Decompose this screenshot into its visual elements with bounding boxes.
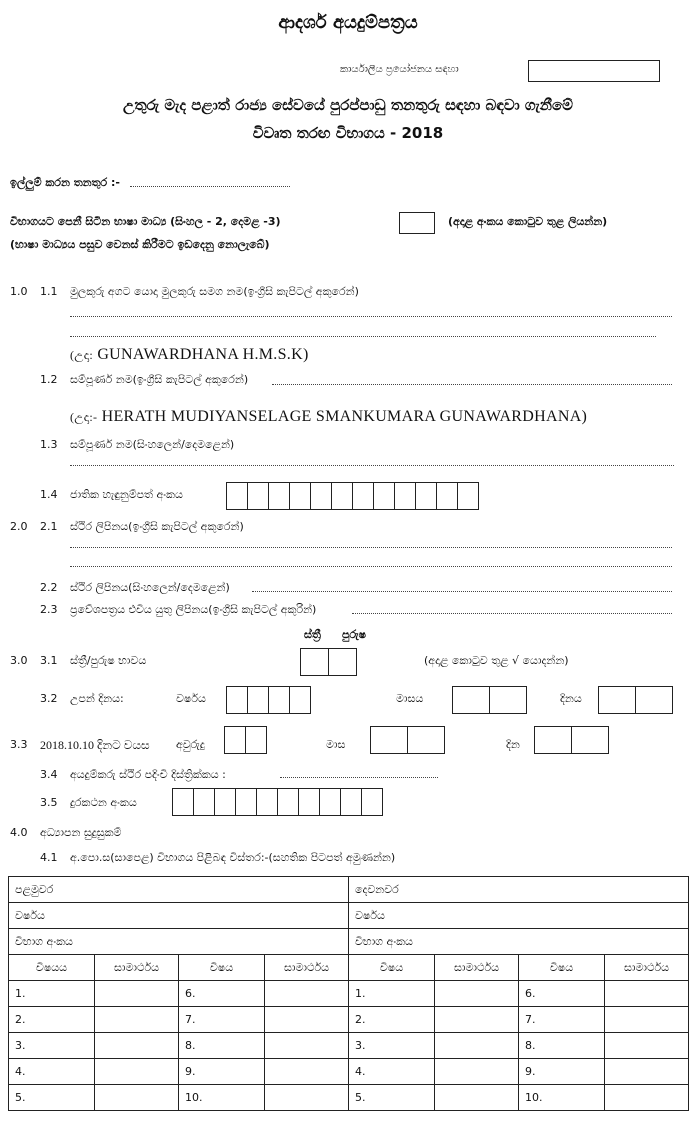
- subject-cell[interactable]: 7.: [179, 1007, 265, 1033]
- age-label: 2018.10.10 දිනට වයස: [40, 738, 150, 752]
- nic-boxes[interactable]: [226, 482, 478, 510]
- subject-cell[interactable]: 10.: [179, 1085, 265, 1111]
- full-name-sinhala-label: සම්පූර්ණ නම(සිංහලෙන්/දෙමළෙන්): [70, 438, 235, 451]
- subject-cell[interactable]: 9.: [519, 1059, 605, 1085]
- section-number: 2.0: [10, 520, 28, 533]
- first-index-cell[interactable]: විභාග අංකය: [9, 929, 349, 955]
- full-name-english-label: සම්පූර්ණ නම(ඉංග්‍රීසි කැපිටල් අකුරෙන්): [70, 373, 249, 386]
- grade-header: සාමාර්ථය: [435, 955, 519, 981]
- grade-cell[interactable]: [435, 981, 519, 1007]
- table-row: [9, 981, 689, 1007]
- age-years-boxes[interactable]: [224, 726, 266, 754]
- permanent-address-english-field-2[interactable]: [70, 566, 672, 567]
- subject-cell[interactable]: 3.: [9, 1033, 95, 1059]
- second-sitting-header: දෙවනවර: [349, 877, 689, 903]
- permanent-address-sinhala-label: ස්ථිර ලිපිනය(සිංහලෙන්/දෙමළෙන්): [70, 581, 230, 594]
- section-number: 3.0: [10, 654, 28, 667]
- grade-cell[interactable]: [605, 1085, 689, 1111]
- grade-cell[interactable]: [435, 1007, 519, 1033]
- grade-cell[interactable]: [265, 1085, 349, 1111]
- question-number: 4.1: [40, 851, 58, 864]
- grade-cell[interactable]: [265, 1033, 349, 1059]
- grade-cell[interactable]: [95, 1007, 179, 1033]
- section-number: 1.0: [10, 285, 28, 298]
- question-number: 1.1: [40, 285, 58, 298]
- grade-cell[interactable]: [265, 1059, 349, 1085]
- admission-address-label: ප්‍රවේශපත්‍රය එවිය යුතු ලිපිනය(ඉංග්‍රීසි කැපිටල් අකුරින්): [70, 603, 317, 616]
- question-number: 3.3: [10, 738, 28, 751]
- grade-header: සාමාර්ථය: [95, 955, 179, 981]
- gender-label: ස්ත්‍රී/පුරුෂ භාවය: [70, 654, 147, 667]
- table-header-row: [9, 955, 689, 981]
- ol-details-label: අ.පො.ස(සාපෙළ) විභාගය පිළිබඳ විස්තර:-(සහතික පිටපත් අමුණන්න): [70, 851, 396, 864]
- post-applied-label: ඉල්ලුම් කරන තනතුර :-: [10, 176, 120, 189]
- full-name-english-field[interactable]: [272, 384, 672, 385]
- grade-cell[interactable]: [265, 1007, 349, 1033]
- grade-cell[interactable]: [95, 981, 179, 1007]
- first-year-cell[interactable]: වර්ෂය: [9, 903, 349, 929]
- subject-cell[interactable]: 7.: [519, 1007, 605, 1033]
- age-months-boxes[interactable]: [370, 726, 444, 754]
- subject-cell[interactable]: 4.: [349, 1059, 435, 1085]
- subject-cell[interactable]: 8.: [179, 1033, 265, 1059]
- post-applied-field[interactable]: [130, 186, 290, 187]
- subject-cell[interactable]: 4.: [9, 1059, 95, 1085]
- grade-cell[interactable]: [605, 1033, 689, 1059]
- permanent-address-english-field[interactable]: [70, 547, 672, 548]
- medium-warning: (භාෂා මාධ්‍යය පසුව වෙනස් කිරීමට ඉඩදෙනු නොලැබේ): [10, 238, 270, 251]
- subject-header: විෂය: [519, 955, 605, 981]
- table-row: [9, 877, 689, 903]
- phone-boxes[interactable]: [172, 788, 382, 816]
- subject-cell[interactable]: 6.: [519, 981, 605, 1007]
- subject-header: විෂය: [179, 955, 265, 981]
- age-days-label: දින: [506, 738, 520, 751]
- subject-header: විෂය: [349, 955, 435, 981]
- table-row: [9, 1007, 689, 1033]
- table-row: [9, 1085, 689, 1111]
- form-subheading: විවෘත තරඟ විභාගය - 2018: [252, 124, 444, 142]
- office-use-box[interactable]: [528, 60, 660, 82]
- example-full-name: (උදා:- HERATH MUDIYANSELAGE SMANKUMARA GUNAWARDHANA): [70, 408, 588, 425]
- grade-cell[interactable]: [605, 1059, 689, 1085]
- example-initials: (උදා: GUNAWARDHANA H.M.S.K): [70, 346, 309, 363]
- permanent-address-sinhala-field[interactable]: [252, 591, 672, 592]
- grade-header: සාමාර්ථය: [605, 955, 689, 981]
- initials-name-label: මුලකුරු අගට යොදා මුලකුරු සමග නම(ඉංග්‍රීසි කැපිටල් අකුරෙන්): [70, 285, 359, 298]
- table-row: [9, 1033, 689, 1059]
- gender-boxes[interactable]: [300, 648, 356, 676]
- first-sitting-header: පළමුවර: [9, 877, 349, 903]
- dob-day-label: දිනය: [560, 692, 582, 705]
- question-number: 1.2: [40, 373, 58, 386]
- nic-label: ජාතික හැඳුනුම්පත් අංකය: [70, 488, 183, 501]
- phone-label: දුරකථන අංකය: [70, 796, 137, 809]
- section-number: 4.0: [10, 826, 28, 839]
- form-heading: උතුරු මැද පළාත් රාජ්‍ය සේවයේ පුරප්පාඩු තනතුරු සඳහා බඳවා ගැනීමේ: [123, 96, 573, 114]
- table-row: [9, 929, 689, 955]
- dob-day-boxes[interactable]: [598, 686, 672, 714]
- dob-year-boxes[interactable]: [226, 686, 310, 714]
- subject-cell[interactable]: 3.: [349, 1033, 435, 1059]
- dob-month-label: මාසය: [396, 692, 424, 705]
- education-label: අධ්‍යාපන සුදුසුකම්: [40, 826, 122, 839]
- question-number: 3.4: [40, 768, 58, 781]
- office-use-label: කාර්යාලීය ප්‍රයෝජනය සඳහා: [340, 64, 459, 75]
- second-index-cell[interactable]: විභාග අංකය: [349, 929, 689, 955]
- grade-cell[interactable]: [605, 981, 689, 1007]
- initials-name-field-2[interactable]: [70, 336, 656, 337]
- subject-cell[interactable]: 1.: [9, 981, 95, 1007]
- medium-label: විභාගයට පෙනී සිටින භාෂා මාධ්‍ය (සිංහල - 2, දෙමළ -3): [10, 215, 281, 228]
- ol-results-table: [8, 876, 689, 1111]
- district-field[interactable]: [280, 777, 438, 778]
- question-number: 1.4: [40, 488, 58, 501]
- form-title: ආදර්ශ අයදුම්පත්‍රය: [278, 12, 418, 33]
- second-year-cell[interactable]: වර්ෂය: [349, 903, 689, 929]
- table-row: [9, 1059, 689, 1085]
- initials-name-field[interactable]: [70, 316, 672, 317]
- age-years-label: අවුරුදු: [176, 738, 205, 751]
- district-label: අයදුම්කරු ස්ථිර පදිංචි දිස්ත්‍රික්කය :: [70, 768, 226, 781]
- medium-note: (අදාළ අංකය කොටුව තුළ ලියන්න): [448, 215, 608, 228]
- subject-cell[interactable]: 6.: [179, 981, 265, 1007]
- dob-label: උපන් දිනය:: [70, 692, 124, 705]
- tick-note: (අදාළ කොටුව තුළ √ යොදන්න): [424, 654, 569, 667]
- age-months-label: මාස: [326, 738, 346, 751]
- subject-cell[interactable]: 1.: [349, 981, 435, 1007]
- subject-cell[interactable]: 5.: [349, 1085, 435, 1111]
- grade-header: සාමාර්ථය: [265, 955, 349, 981]
- table-row: [9, 903, 689, 929]
- subject-cell[interactable]: 2.: [9, 1007, 95, 1033]
- subject-cell[interactable]: 2.: [349, 1007, 435, 1033]
- question-number: 3.5: [40, 796, 58, 809]
- dob-year-label: වර්ෂය: [176, 692, 206, 705]
- question-number: 1.3: [40, 438, 58, 451]
- grade-cell[interactable]: [95, 1033, 179, 1059]
- grade-cell[interactable]: [435, 1085, 519, 1111]
- question-number: 2.2: [40, 581, 58, 594]
- grade-cell[interactable]: [95, 1059, 179, 1085]
- gender-female-label: ස්ත්‍රී: [304, 628, 321, 641]
- question-number: 3.1: [40, 654, 58, 667]
- subject-cell[interactable]: 10.: [519, 1085, 605, 1111]
- age-days-boxes[interactable]: [534, 726, 608, 754]
- subject-header: විෂයය: [9, 955, 95, 981]
- subject-cell[interactable]: 5.: [9, 1085, 95, 1111]
- question-number: 3.2: [40, 692, 58, 705]
- medium-box[interactable]: [399, 212, 435, 234]
- grade-cell[interactable]: [435, 1059, 519, 1085]
- subject-cell[interactable]: 8.: [519, 1033, 605, 1059]
- grade-cell[interactable]: [265, 981, 349, 1007]
- dob-month-boxes[interactable]: [452, 686, 526, 714]
- grade-cell[interactable]: [605, 1007, 689, 1033]
- full-name-sinhala-field[interactable]: [70, 465, 674, 466]
- gender-male-label: පුරුෂ: [342, 628, 367, 641]
- admission-address-field[interactable]: [352, 613, 672, 614]
- permanent-address-english-label: ස්ථිර ලිපිනය(ඉංග්‍රීසි කැපිටල් අකුරෙන්): [70, 520, 244, 533]
- grade-cell[interactable]: [95, 1085, 179, 1111]
- grade-cell[interactable]: [435, 1033, 519, 1059]
- question-number: 2.3: [40, 603, 58, 616]
- subject-cell[interactable]: 9.: [179, 1059, 265, 1085]
- question-number: 2.1: [40, 520, 58, 533]
